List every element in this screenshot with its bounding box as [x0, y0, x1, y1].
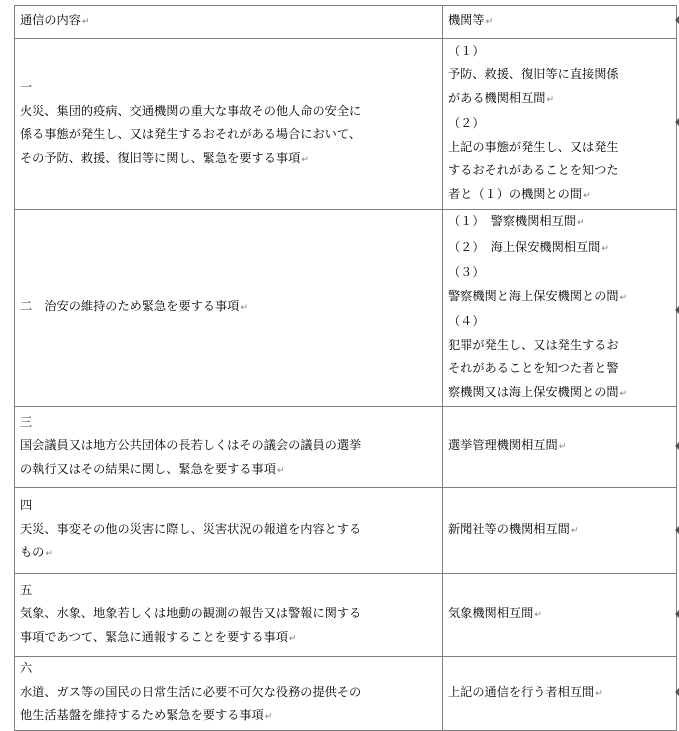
agency-cell — [443, 657, 677, 731]
content-line: 係る事態が発生し、又は発生するおそれがある場合において、 — [20, 127, 362, 141]
header-row — [15, 6, 677, 39]
agency-cell — [443, 488, 677, 574]
header-content-label: 通信の内容 — [20, 13, 81, 28]
content-line: 国会議員又は地方公共団体の長若しくはその議会の議員の選挙 — [20, 438, 362, 453]
paragraph-mark-icon: ↵ — [485, 17, 494, 28]
table-row — [15, 657, 677, 731]
content-line: 一 — [20, 80, 33, 94]
row-end-marker-icon — [675, 526, 679, 534]
content-line: 事項であつて、緊急に通報することを要する事項 — [20, 629, 288, 644]
table-row — [15, 39, 677, 210]
communications-table — [14, 5, 677, 731]
paragraph-mark-icon: ↵ — [276, 465, 285, 476]
paragraph-mark-icon: ↵ — [288, 633, 297, 644]
content-line: 二 治安の維持のため緊急を要する事項 — [20, 299, 240, 314]
content-line: の執行又はその結果に関し、緊急を要する事項 — [20, 461, 276, 476]
row-end-marker-icon — [675, 688, 679, 696]
agency-line: 選挙管理機関相互間 — [448, 438, 558, 453]
agency-line: （４） — [448, 314, 485, 328]
content-line: 気象、水象、地象若しくは地動の観測の報告又は警報に関する — [20, 606, 362, 621]
agency-line: 新聞社等の機関相互間 — [448, 521, 570, 536]
paragraph-mark-icon: ↵ — [534, 610, 542, 621]
agency-line: 気象機関相互間 — [448, 606, 534, 621]
table-row — [15, 574, 677, 657]
content-cell — [15, 657, 443, 731]
content-line: 火災、集団的疫病、交通機関の重大な事故その他人命の安全に — [20, 103, 362, 118]
agency-cell — [443, 210, 677, 407]
content-cell — [15, 210, 443, 407]
agency-line: 予防、救援、復旧等に直接関係 — [448, 67, 619, 82]
agency-line: 者と（１）の機関との間 — [448, 186, 583, 201]
content-cell — [15, 574, 443, 657]
content-cell — [15, 39, 443, 210]
agency-line: それがあることを知つた者と警 — [448, 361, 619, 375]
agency-line: （２） — [448, 116, 485, 131]
paragraph-mark-icon: ↵ — [619, 388, 628, 399]
header-agency-label: 機関等 — [448, 13, 485, 28]
paragraph-mark-icon: ↵ — [301, 154, 309, 165]
agency-cell — [443, 407, 677, 488]
agency-line: 犯罪が発生し、又は発生するお — [448, 337, 619, 352]
row-end-marker-icon — [675, 118, 679, 126]
agency-line: 上記の通信を行う者相互間 — [448, 684, 595, 699]
header-content-cell — [15, 6, 443, 39]
content-line: 三 — [20, 414, 33, 429]
table-row — [15, 488, 677, 574]
table-row — [15, 210, 677, 407]
paragraph-mark-icon: ↵ — [546, 94, 555, 105]
agency-cell — [443, 574, 677, 657]
content-line: 四 — [20, 498, 33, 513]
row-end-marker-icon — [675, 306, 679, 314]
paragraph-mark-icon: ↵ — [240, 303, 248, 314]
paragraph-mark-icon: ↵ — [81, 17, 90, 28]
agency-line: がある機関相互間 — [448, 90, 546, 105]
content-cell — [15, 407, 443, 488]
paragraph-mark-icon: ↵ — [595, 688, 603, 699]
paragraph-mark-icon: ↵ — [576, 218, 585, 228]
content-line: その予防、救援、復旧等に関し、緊急を要する事項 — [20, 150, 301, 165]
content-line: 六 — [20, 661, 33, 676]
content-line: 水道、ガス等の国民の日常生活に必要不可欠な役務の提供その — [20, 684, 362, 699]
paragraph-mark-icon: ↵ — [619, 292, 628, 303]
row-end-marker-icon — [675, 442, 679, 450]
content-line: 他生活基盤を維持するため緊急を要する事項 — [20, 708, 264, 723]
paragraph-mark-icon: ↵ — [570, 525, 579, 536]
table-row — [15, 407, 677, 488]
agency-cell — [443, 39, 677, 210]
content-line: 五 — [20, 582, 33, 597]
paragraph-mark-icon: ↵ — [264, 712, 273, 723]
paragraph-mark-icon: ↵ — [45, 549, 53, 560]
agency-line: するおそれがあることを知つた — [448, 163, 619, 178]
row-end-marker-icon — [675, 16, 679, 24]
agency-line: （２） 海上保安機関相互間 — [448, 239, 601, 254]
paragraph-mark-icon: ↵ — [601, 243, 609, 254]
agency-line: （３） — [448, 265, 485, 279]
content-cell — [15, 488, 443, 574]
paragraph-mark-icon: ↵ — [558, 442, 567, 453]
agency-line: 察機関又は海上保安機関との間 — [448, 384, 619, 399]
row-end-marker-icon — [675, 610, 679, 618]
agency-line: 上記の事態が発生し、又は発生 — [448, 139, 619, 154]
agency-line: 警察機関と海上保安機関との間 — [448, 288, 619, 303]
agency-line: （１） — [448, 43, 485, 58]
header-agency-cell — [443, 6, 677, 39]
content-line: 天災、事変その他の災害に際し、災害状況の報道を内容とする — [20, 521, 362, 536]
paragraph-mark-icon: ↵ — [583, 190, 591, 201]
content-line: もの — [20, 545, 45, 560]
agency-line: （１） 警察機関相互間 — [448, 214, 576, 228]
